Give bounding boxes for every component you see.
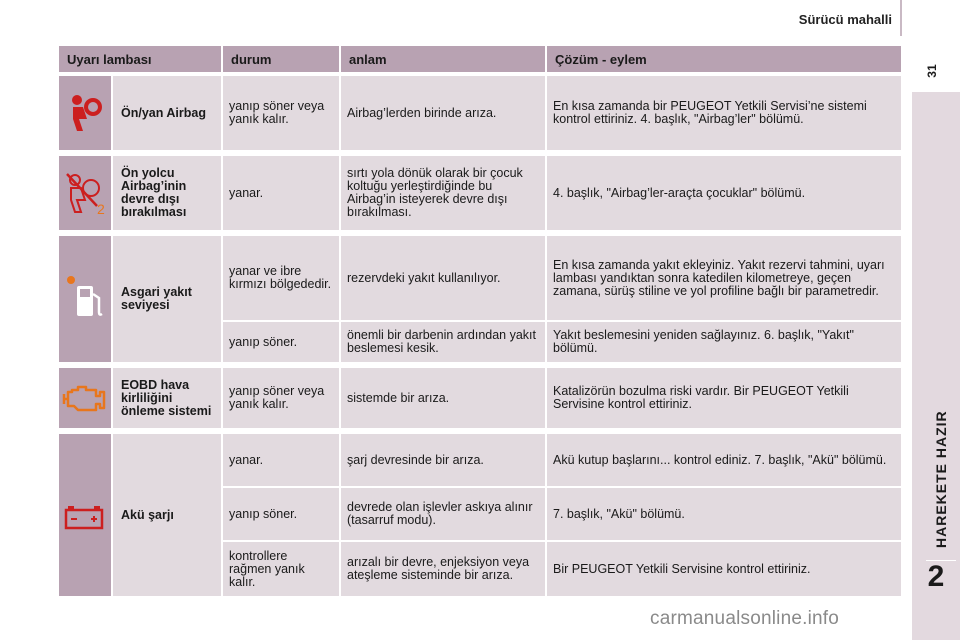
table-row [59,156,901,236]
lamp-action: Bir PEUGEOT Yetkili Servisine kontrol ettiriniz. [547,542,901,596]
lamp-meaning: sistemde bir arıza. [341,368,545,434]
battery-icon [64,500,106,530]
lamp-state: yanıp söner. [223,488,339,542]
lamp-meaning: arızalı bir devre, enjeksiyon veya ateşleme sisteminde bir arıza. [341,542,545,596]
passenger-airbag-off-icon [63,170,107,216]
table-header-row [59,46,901,76]
lamp-meaning: önemli bir darbenin ardından yakıt beslemesi kesik. [341,322,545,368]
column-header-action: Çözüm - eylem [547,46,901,76]
column-header-lamp: Uyarı lambası [59,46,221,76]
engine-icon [62,382,108,414]
lamp-name: EOBD hava kirliliğini önleme sistemi [113,368,221,434]
chapter-number: 2 [927,560,945,593]
lamp-meaning: rezervdeki yakıt kullanılıyor. [341,236,545,322]
fuel-pump-icon-cell [59,236,111,368]
lamp-state: yanıp söner veya yanık kalır. [223,368,339,434]
lamp-name: Ön yolcu Airbag’inin devre dışı bırakılması [113,156,221,236]
airbag-icon-cell [59,76,111,156]
table-row [59,236,901,322]
lamp-action: 7. başlık, "Akü" bölümü. [547,488,901,542]
header-divider [900,0,902,36]
lamp-state: yanıp söner. [223,322,339,368]
watermark: carmanualsonline.info [650,608,840,629]
table-row [59,434,901,488]
chapter-sidebar [912,92,960,640]
lamp-action: Katalizörün bozulma riski vardır. Bir PEUGEOT Yetkili Servisine kontrol ettiriniz. [547,368,901,434]
battery-icon-cell [59,434,111,596]
lamp-meaning: sırtı yola dönük olarak bir çocuk koltuğu yerleştirdiğinde bu Airbag’in isteyerek devre dışı bırakılması. [341,156,545,236]
fuel-pump-icon [63,274,107,324]
lamp-state: yanıp söner veya yanık kalır. [223,76,339,156]
lamp-meaning: şarj devresinde bir arıza. [341,434,545,488]
lamp-action: En kısa zamanda yakıt ekleyiniz. Yakıt rezervi tahmini, uyarı lambası yandıktan sonra katedilen kilometreye, geçen zamana, sürüş stiline ve yol profiline bağlı bir parametredir. [547,236,901,322]
lamp-state: yanar ve ibre kırmızı bölgededir. [223,236,339,322]
lamp-action: Akü kutup başlarını... kontrol ediniz. 7. başlık, "Akü" bölümü. [547,434,901,488]
page-header-title: Sürücü mahalli [798,12,892,27]
lamp-action: 4. başlık, "Airbag’ler-araçta çocuklar" bölümü. [547,156,901,236]
lamp-meaning: devrede olan işlevler askıya alınır (tasarruf modu). [341,488,545,542]
lamp-name: Ön/yan Airbag [113,76,221,156]
page-number: 31 [925,64,939,78]
lamp-action: Yakıt beslemesini yeniden sağlayınız. 6. başlık, "Yakıt" bölümü. [547,322,901,368]
table-row [59,76,901,156]
lamp-name: Akü şarjı [113,434,221,596]
svg-text:2: 2 [97,201,105,216]
airbag-icon [65,91,105,135]
lamp-meaning: Airbag’lerden birinde arıza. [341,76,545,156]
column-header-meaning: anlam [341,46,545,76]
lamp-action: En kısa zamanda bir PEUGEOT Yetkili Servisi’ne sistemi kontrol ettiriniz. 4. başlık, "Airbag’ler" bölümü. [547,76,901,156]
column-header-state: durum [223,46,339,76]
engine-icon-cell [59,368,111,434]
lamp-state: yanar. [223,156,339,236]
passenger-airbag-off-icon-cell [59,156,111,236]
table-row [59,368,901,434]
warning-lamp-table [57,46,903,596]
lamp-state: yanar. [223,434,339,488]
lamp-name: Asgari yakıt seviyesi [113,236,221,368]
lamp-state: kontrollere rağmen yanık kalır. [223,542,339,596]
chapter-label: HAREKETE HAZIR [933,410,949,548]
